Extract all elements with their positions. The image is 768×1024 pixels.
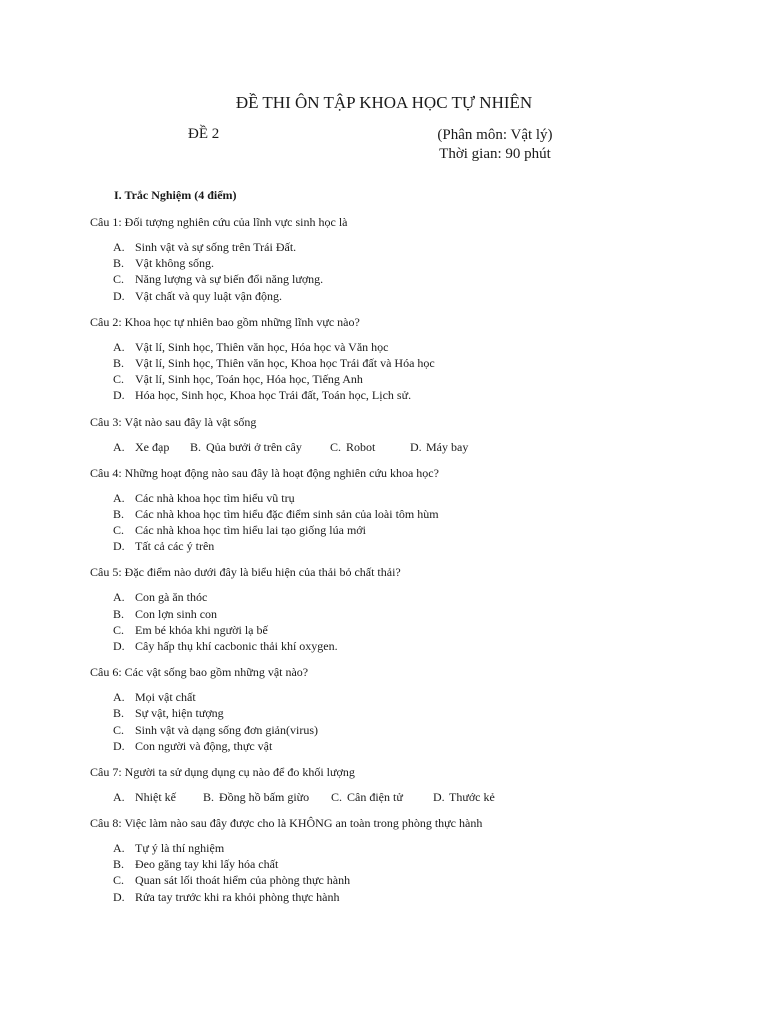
option-list-inline xyxy=(113,789,730,805)
option-letter: B. xyxy=(113,857,125,872)
option-text: Vật lí, Sinh học, Thiên văn học, Hóa học và Văn học xyxy=(135,339,389,354)
option xyxy=(113,638,730,654)
question xyxy=(90,815,730,905)
option xyxy=(113,622,730,638)
option-text: Cân điện tử xyxy=(347,790,403,805)
option xyxy=(331,789,433,805)
question-text: Câu 4: Những hoạt động nào sau đây là hoạt động nghiên cứu khoa học? xyxy=(90,465,439,480)
question xyxy=(90,664,730,754)
option xyxy=(410,439,468,455)
option-text: Sinh vật và dạng sống đơn giản(virus) xyxy=(135,722,318,737)
question-list xyxy=(90,214,730,915)
option-letter: A. xyxy=(113,841,125,856)
question-text: Câu 1: Đối tượng nghiên cứu của lĩnh vực sinh học là xyxy=(90,215,348,229)
option xyxy=(113,371,730,387)
option-letter: B. xyxy=(113,256,125,271)
question xyxy=(90,414,730,455)
subject-label: (Phân môn: Vật lý) xyxy=(437,127,553,143)
question-text: Câu 8: Việc làm nào sau đây được cho là KHÔNG an toàn trong phòng thực hành xyxy=(90,816,483,831)
question-text: Câu 2: Khoa học tự nhiên bao gồm những lĩnh vực nào? xyxy=(90,314,360,329)
option-text: Các nhà khoa học tìm hiểu lai tạo giống lúa mới xyxy=(135,523,366,538)
option-list-inline xyxy=(113,439,730,455)
option-letter: D. xyxy=(433,790,445,805)
option xyxy=(113,288,730,304)
option-text: Qủa bưởi ở trên cây xyxy=(206,439,302,454)
option-text: Nhiệt kế xyxy=(135,790,176,805)
option-text: Các nhà khoa học tìm hiểu vũ trụ xyxy=(135,490,295,505)
page-title: ĐỀ THI ÔN TẬP KHOA HỌC TỰ NHIÊN xyxy=(235,93,533,112)
option-letter: A. xyxy=(113,240,125,254)
option-letter: D. xyxy=(113,639,125,654)
option-text: Rửa tay trước khi ra khỏi phòng thực hành xyxy=(135,889,340,904)
option xyxy=(113,506,730,522)
option xyxy=(433,789,495,805)
question-text: Câu 5: Đặc điểm nào dưới đây là biểu hiện của thải bỏ chất thải? xyxy=(90,565,401,580)
option-list xyxy=(90,490,730,555)
option-text: Robot xyxy=(346,439,376,454)
option-letter: C. xyxy=(331,790,343,805)
question xyxy=(90,314,730,404)
option xyxy=(113,355,730,371)
option-letter: C. xyxy=(113,873,125,888)
exam-meta xyxy=(430,126,560,164)
option-letter: B. xyxy=(203,790,215,805)
option xyxy=(113,255,730,271)
option-text: Mọi vật chất xyxy=(135,690,196,705)
option-text: Hóa học, Sinh học, Khoa học Trái đất, Toán học, Lịch sử. xyxy=(135,388,412,403)
option-text: Con lợn sinh con xyxy=(135,606,218,621)
option-letter: B. xyxy=(113,706,125,721)
question xyxy=(90,214,730,304)
option-text: Đeo găng tay khi lấy hóa chất xyxy=(135,857,279,872)
option xyxy=(203,789,331,805)
option-text: Cây hấp thụ khí cacbonic thải khí oxygen. xyxy=(135,639,338,654)
option xyxy=(113,271,730,287)
option xyxy=(113,522,730,538)
option xyxy=(113,705,730,721)
option xyxy=(113,439,190,455)
option-letter: D. xyxy=(410,439,422,454)
option-letter: D. xyxy=(113,889,125,904)
option-text: Quan sát lối thoát hiểm của phòng thực hành xyxy=(135,873,351,888)
question xyxy=(90,764,730,805)
question xyxy=(90,465,730,555)
question-text: Câu 3: Vật nào sau đây là vật sống xyxy=(90,414,257,429)
option-text: Xe đạp xyxy=(135,439,170,454)
option xyxy=(113,856,730,872)
option xyxy=(113,689,730,705)
option-letter: B. xyxy=(190,439,202,454)
option-text: Con gà ăn thóc xyxy=(135,590,208,605)
option-letter: A. xyxy=(113,490,125,505)
option-letter: A. xyxy=(113,790,125,805)
option xyxy=(113,339,730,355)
option-list xyxy=(90,840,730,905)
option-list xyxy=(90,689,730,754)
option-text: Vật lí, Sinh học, Toán học, Hóa học, Tiếng Anh xyxy=(135,372,363,387)
option-text: Sự vật, hiện tượng xyxy=(135,706,224,721)
option-letter: C. xyxy=(113,722,125,737)
option-text: Các nhà khoa học tìm hiểu đặc điểm sinh sản của loài tôm hùm xyxy=(135,506,439,521)
option-letter: D. xyxy=(113,288,125,303)
option-letter: B. xyxy=(113,506,125,521)
option-letter: C. xyxy=(113,372,125,387)
option xyxy=(113,606,730,622)
option-text: Vật lí, Sinh học, Thiên văn học, Khoa học Trái đất và Hóa học xyxy=(135,356,435,371)
option-text: Đồng hồ bấm giừo xyxy=(219,790,310,805)
option xyxy=(113,789,203,805)
option-letter: A. xyxy=(113,439,125,454)
option-text: Thước kẻ xyxy=(449,790,495,805)
option xyxy=(113,589,730,605)
option xyxy=(113,239,730,255)
option-letter: B. xyxy=(113,606,125,621)
option-text: Em bé khóa khi người lạ bế xyxy=(135,622,268,637)
option-letter: C. xyxy=(113,622,125,637)
option-text: Con người và động, thực vật xyxy=(135,738,273,753)
option-text: Máy bay xyxy=(426,439,469,454)
option xyxy=(113,872,730,888)
option xyxy=(113,840,730,856)
option xyxy=(113,722,730,738)
option-letter: A. xyxy=(113,339,125,354)
option-letter: D. xyxy=(113,539,125,554)
option xyxy=(113,538,730,554)
question xyxy=(90,564,730,654)
option xyxy=(190,439,330,455)
option-letter: A. xyxy=(113,590,125,605)
time-label: Thời gian: 90 phút xyxy=(439,146,551,162)
option-text: Sinh vật và sự sống trên Trái Đất. xyxy=(135,240,297,254)
option xyxy=(330,439,410,455)
option-text: Tự ý là thí nghiệm xyxy=(135,841,225,856)
option-text: Tất cả các ý trên xyxy=(135,539,215,554)
section-title: I. Trắc Nghiệm (4 điểm) xyxy=(114,188,237,202)
option-text: Vật chất và quy luật vận động. xyxy=(135,288,282,303)
option-letter: A. xyxy=(113,690,125,705)
exam-code: ĐỀ 2 xyxy=(188,126,220,142)
question-text: Câu 7: Người ta sử dụng dụng cụ nào để đo khối lượng xyxy=(90,765,355,780)
option-text: Năng lượng và sự biến đổi năng lượng. xyxy=(135,272,324,287)
option-letter: D. xyxy=(113,388,125,403)
option-list xyxy=(90,239,730,304)
option-list xyxy=(90,589,730,654)
option-letter: D. xyxy=(113,738,125,753)
option-letter: C. xyxy=(113,523,125,538)
question-text: Câu 6: Các vật sống bao gồm những vật nào? xyxy=(90,665,309,680)
option xyxy=(113,387,730,403)
option-letter: C. xyxy=(113,272,125,287)
option xyxy=(113,490,730,506)
option-letter: C. xyxy=(330,439,342,454)
option-text: Vật không sống. xyxy=(135,256,214,271)
option xyxy=(113,738,730,754)
option-letter: B. xyxy=(113,356,125,371)
option-list xyxy=(90,339,730,404)
option xyxy=(113,889,730,905)
